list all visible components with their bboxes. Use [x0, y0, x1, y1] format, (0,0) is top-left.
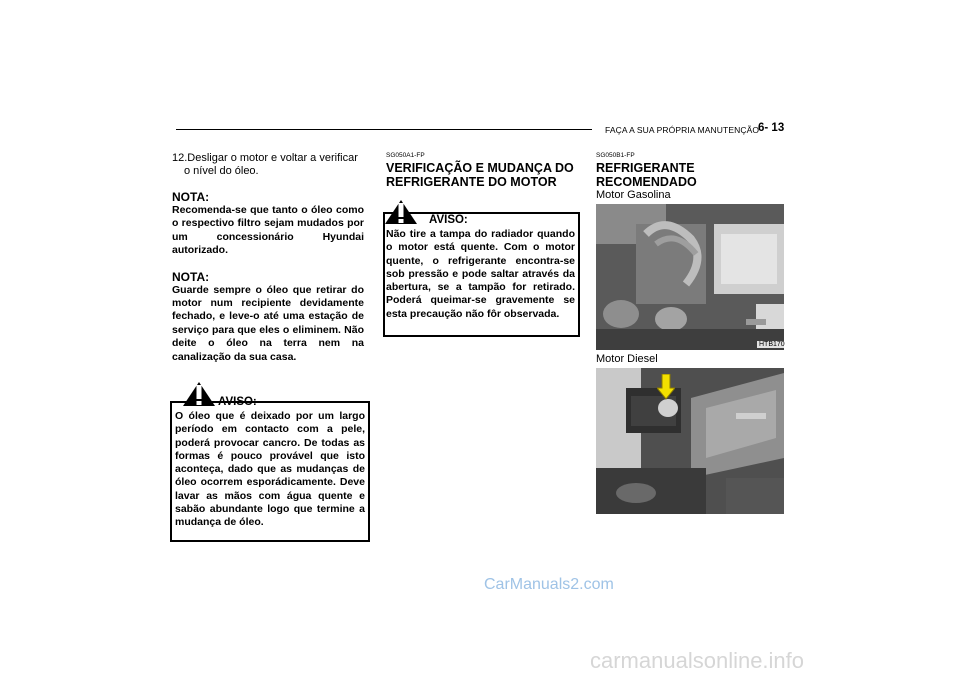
photo-caption-htb170: HTB170 [759, 341, 785, 348]
section-code-b: SG050B1-FP [596, 152, 635, 159]
column-recommended-coolant [596, 152, 786, 202]
watermark-carmanualsonline: carmanualsonline.info [590, 648, 805, 673]
nota-heading-1: NOTA: [172, 190, 210, 204]
column-oil [172, 152, 364, 364]
coolant-warning-title: AVISO: [429, 214, 468, 226]
oil-warning-text: O óleo que é deixado por um largo período em contacto com a pele, poderá provocar cancro. De todas as formas é pouco provável que isto aconteça, dado que as mudanças de óleo ocorrem esporádicamente. Deve lavar as mãos com água quente e sabão abundante logo que termine a mudança de óleo. [175, 410, 365, 529]
section-title-coolant-check: VERIFICAÇÃO E MUDANÇA DO REFRIGERANTE DO MOTOR [386, 161, 574, 189]
gasoline-engine-illustration [596, 204, 784, 350]
coolant-warning-text: Não tire a tampa do radiador quando o motor está quente. Com o motor quente, o refrigerante encontra-se sob pressão e pode saltar através da abertura, se a tampão for retirado. Poderá queimar-se gravemente se esta precaução não fôr observada. [386, 228, 575, 320]
diesel-engine-illustration [596, 368, 784, 514]
diesel-engine-photo [596, 368, 784, 514]
nota-text-2: Guarde sempre o óleo que retirar do motor num recipiente devidamente fechado, e leve-o até uma estação de serviço para que eles o eliminem. Não deite o óleo na terra nem na canalização da sua casa. [172, 283, 364, 363]
header-section-title: FAÇA A SUA PRÓPRIA MANUTENÇÃO [605, 125, 760, 135]
nota-text-1: Recomenda-se que tanto o óleo como o respectivo filtro sejam mudados por um concessionário Hyundai autorizado. [172, 204, 364, 257]
nota-heading-2: NOTA: [172, 269, 210, 284]
step-text-line1: Desligar o motor e voltar a verificar [187, 152, 358, 164]
oil-warning-title: AVISO: [218, 396, 257, 408]
section-title-recommended-coolant: REFRIGERANTE RECOMENDADO [596, 161, 697, 189]
column-coolant-check [386, 152, 581, 189]
section-code-a: SG050A1-FP [386, 152, 425, 159]
gasoline-engine-photo [596, 204, 784, 350]
down-arrow-icon [657, 374, 675, 400]
header-rule [176, 129, 592, 130]
diesel-engine-label: Motor Diesel [596, 353, 658, 365]
page-number: 6- 13 [758, 122, 785, 134]
step-text-line2: o nível do óleo. [184, 165, 259, 177]
gasoline-engine-label: Motor Gasolina [596, 189, 671, 201]
step-number: 12. [172, 152, 188, 164]
step-12 [172, 152, 364, 178]
exclamation-triangle-icon [384, 199, 418, 225]
exclamation-triangle-icon [182, 381, 216, 407]
watermark-carmanuals2: CarManuals2.com [484, 576, 614, 593]
